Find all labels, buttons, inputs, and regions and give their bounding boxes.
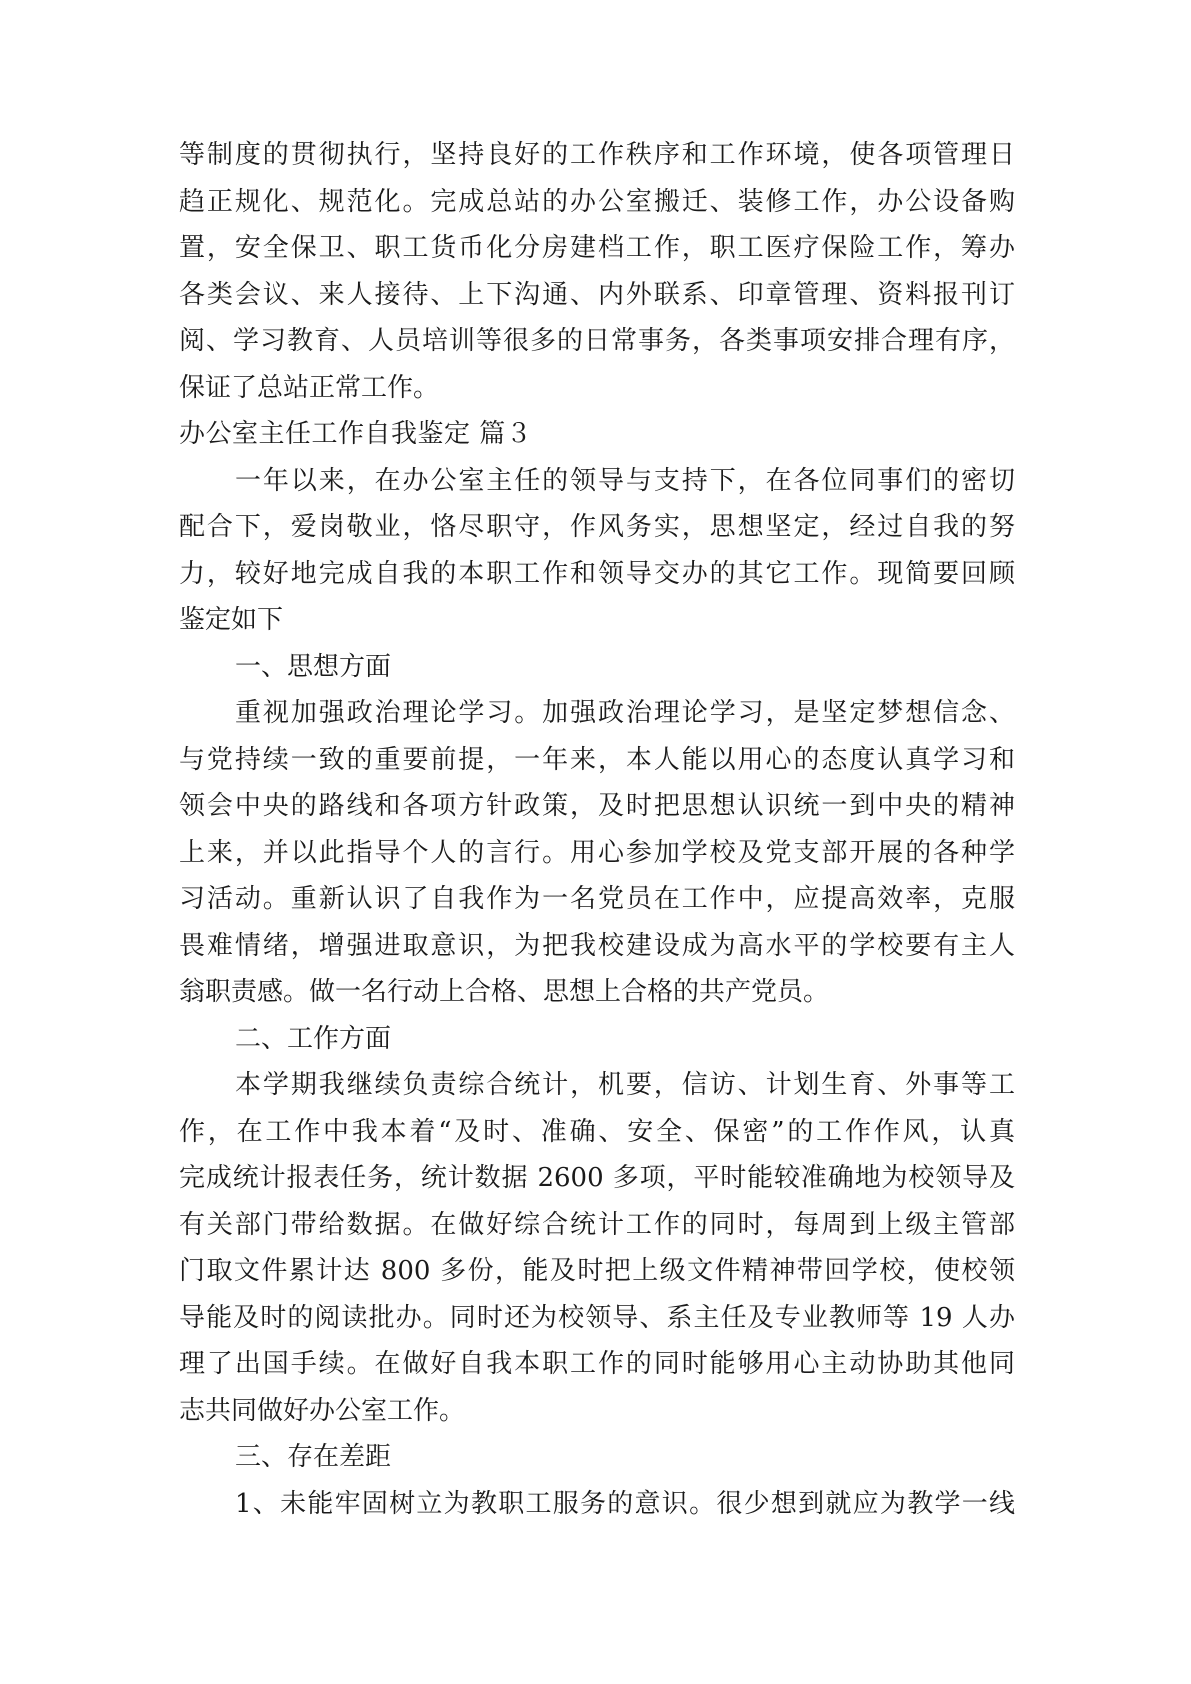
text-line: 畏难情绪，增强进取意识，为把我校建设成为高水平的学校要有主人: [179, 930, 1015, 961]
text-line: 领会中央的路线和各项方针政策，及时把思想认识统一到中央的精神: [179, 791, 1015, 821]
document-page: [179, 132, 1015, 1527]
text-line: 置，安全保卫、职工货币化分房建档工作，职工医疗保险工作，筹办: [179, 233, 1015, 263]
text-line: 力，较好地完成自我的本职工作和领导交办的其它工作。现简要回顾: [179, 558, 1015, 589]
text-line: 作，在工作中我本着“及时、准确、安全、保密”的工作作风，认真: [179, 1116, 1015, 1147]
text-line: 本学期我继续负责综合统计，机要，信访、计划生育、外事等工: [235, 1070, 1015, 1100]
thought-paragraph: [179, 690, 1015, 1016]
text-line: 1、未能牢固树立为教职工服务的意识。很少想到就应为教学一线: [235, 1488, 1015, 1519]
text-line: 完成统计报表任务，统计数据 2600 多项，平时能较准确地为校领导及: [179, 1163, 1015, 1193]
text-line: 有关部门带给数据。在做好综合统计工作的同时，每周到上级主管部: [179, 1209, 1015, 1240]
intro-paragraph: [179, 458, 1015, 644]
subheading-thought: 一、思想方面: [235, 651, 392, 682]
text-line: 一年以来，在办公室主任的领导与支持下，在各位同事们的密切: [235, 465, 1015, 496]
text-line: 鉴定如下: [179, 605, 284, 635]
subheading-work: 二、工作方面: [235, 1023, 392, 1054]
text-line: 与党持续一致的重要前提，一年来，本人能以用心的态度认真学习和: [179, 744, 1015, 775]
text-line: 配合下，爱岗敬业，恪尽职守，作风务实，思想坚定，经过自我的努: [179, 512, 1015, 542]
text-line: 上来，并以此指导个人的言行。用心参加学校及党支部开展的各种学: [179, 837, 1015, 868]
subheading-gaps: 三、存在差距: [235, 1442, 392, 1472]
text-line: 翁职责感。做一名行动上合格、思想上合格的共产党员。: [179, 977, 830, 1007]
text-line: 志共同做好办公室工作。: [179, 1395, 466, 1426]
text-line: 重视加强政治理论学习。加强政治理论学习，是坚定梦想信念、: [235, 698, 1015, 728]
text-line: 门取文件累计达 800 多份，能及时把上级文件精神带回学校，使校领: [179, 1256, 1015, 1286]
text-line: 理了出国手续。在做好自我本职工作的同时能够用心主动协助其他同: [179, 1349, 1015, 1379]
continuation-paragraph: [179, 132, 1015, 411]
text-line: 等制度的贯彻执行，坚持良好的工作秩序和工作环境，使各项管理日: [179, 140, 1015, 170]
text-line: 保证了总站正常工作。: [179, 372, 440, 403]
text-line: 趋正规化、规范化。完成总站的办公室搬迁、装修工作，办公设备购: [179, 186, 1015, 217]
text-line: 习活动。重新认识了自我作为一名党员在工作中，应提高效率，克服: [179, 884, 1015, 914]
text-line: 阅、学习教育、人员培训等很多的日常事务，各类事项安排合理有序，: [179, 326, 1015, 356]
text-line: 各类会议、来人接待、上下沟通、内外联系、印章管理、资料报刊订: [179, 279, 1015, 310]
section-title: 办公室主任工作自我鉴定 篇３: [179, 419, 533, 449]
text-line: 导能及时的阅读批办。同时还为校领导、系主任及专业教师等 19 人办: [179, 1302, 1015, 1333]
gaps-paragraph: [179, 1481, 1015, 1528]
work-paragraph: [179, 1062, 1015, 1434]
